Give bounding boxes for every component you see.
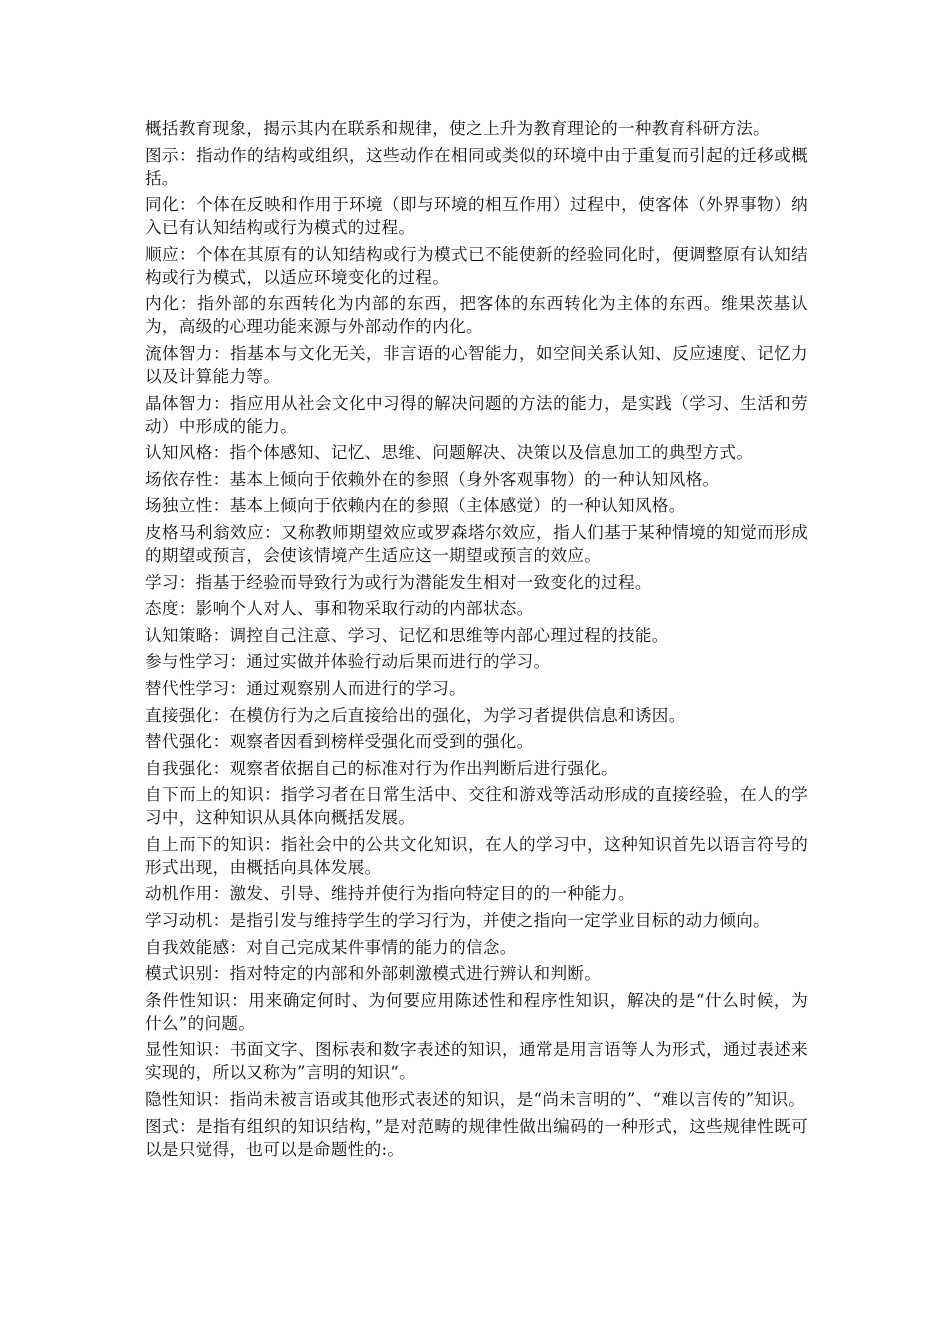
- paragraph: 皮格马利翁效应：又称教师期望效应或罗森塔尔效应，指人们基于某种情境的知觉而形成的期望或预言，会使该情境产生适应这一期望或预言的效应。: [145, 522, 808, 565]
- paragraph: 顺应：个体在其原有的认知结构或行为模式已不能使新的经验同化时，便调整原有认知结构或行为模式，以适应环境变化的过程。: [145, 244, 808, 287]
- paragraph: 替代性学习：通过观察别人而进行的学习。: [145, 678, 466, 698]
- document-body: [145, 117, 808, 1164]
- paragraph: 认知风格：指个体感知、记忆、思维、问题解决、决策以及信息加工的典型方式。: [145, 443, 754, 463]
- paragraph: 概括教育现象，揭示其内在联系和规律，使之上升为教育理论的一种教育科研方法。: [145, 119, 771, 138]
- paragraph: 场依存性：基本上倾向于依赖外在的参照（身外客观事物）的一种认知风格。: [145, 469, 720, 489]
- paragraph: 学习：指基于经验而导致行为或行为潜能发生相对一致变化的过程。: [145, 572, 652, 592]
- paragraph: 参与性学习：通过实做并体验行动后果而进行的学习。: [145, 652, 551, 672]
- paragraph: 内化：指外部的东西转化为内部的东西，把客体的东西转化为主体的东西。维果茨基认为，高级的心理功能来源与外部动作的内化。: [145, 294, 808, 337]
- paragraph: 自下而上的知识：指学习者在日常生活中、交往和游戏等活动形成的直接经验，在人的学习中，这种知识从具体向概括发展。: [145, 785, 808, 828]
- paragraph: 模式识别：指对特定的内部和外部刺激模式进行辨认和判断。: [145, 964, 602, 984]
- paragraph: 自我强化：观察者依据自己的标准对行为作出判断后进行强化。: [145, 758, 619, 778]
- paragraph: 场独立性：基本上倾向于依赖内在的参照（主体感觉）的一种认知风格。: [145, 496, 686, 516]
- paragraph: 自上而下的知识：指社会中的公共文化知识，在人的学习中，这种知识首先以语言符号的形式出现，由概括向具体发展。: [145, 834, 808, 877]
- paragraph: 态度：影响个人对人、事和物采取行动的内部状态。: [145, 599, 534, 619]
- paragraph: 替代强化：观察者因看到榜样受强化而受到的强化。: [145, 732, 534, 752]
- paragraph: 自我效能感：对自己完成某件事情的能力的信念。: [145, 937, 517, 957]
- paragraph: 直接强化：在模仿行为之后直接给出的强化，为学习者提供信息和诱因。: [145, 705, 686, 725]
- paragraph: 显性知识：书面文字、图标表和数字表述的知识，通常是用言语等人为形式，通过表述来实现的，所以又称为”言明的知识“。: [145, 1040, 808, 1083]
- paragraph: 图示：指动作的结构或组织，这些动作在相同或类似的环境中由于重复而引起的迁移或概括。: [145, 145, 808, 188]
- paragraph: 学习动机：是指引发与维持学生的学习行为，并使之指向一定学业目标的动力倾向。: [145, 911, 771, 931]
- paragraph: 流体智力：指基本与文化无关，非言语的心智能力，如空间关系认知、反应速度、记忆力以及计算能力等。: [145, 343, 808, 386]
- paragraph: 认知策略：调控自己注意、学习、记忆和思维等内部心理过程的技能。: [145, 625, 669, 645]
- paragraph: 晶体智力：指应用从社会文化中习得的解决问题的方法的能力，是实践（学习、生活和劳动）中形成的能力。: [145, 393, 808, 436]
- paragraph: 同化：个体在反映和作用于环境（即与环境的相互作用）过程中，使客体（外界事物）纳入已有认知结构或行为模式的过程。: [145, 195, 808, 238]
- paragraph: 动机作用：激发、引导、维持并使行为指向特定目的的一种能力。: [145, 884, 635, 904]
- paragraph: 隐性知识：指尚未被言语或其他形式表述的知识，是“尚未言明的”、“难以言传的”知识。: [145, 1090, 806, 1110]
- paragraph: 条件性知识：用来确定何时、为何要应用陈述性和程序性知识，解决的是“什么时候，为什么”的问题。: [145, 990, 808, 1033]
- paragraph: 图式：是指有组织的知识结构，”是对范畴的规律性做出编码的一种形式，这些规律性既可以是只觉得，也可以是命题性的:。: [145, 1116, 808, 1159]
